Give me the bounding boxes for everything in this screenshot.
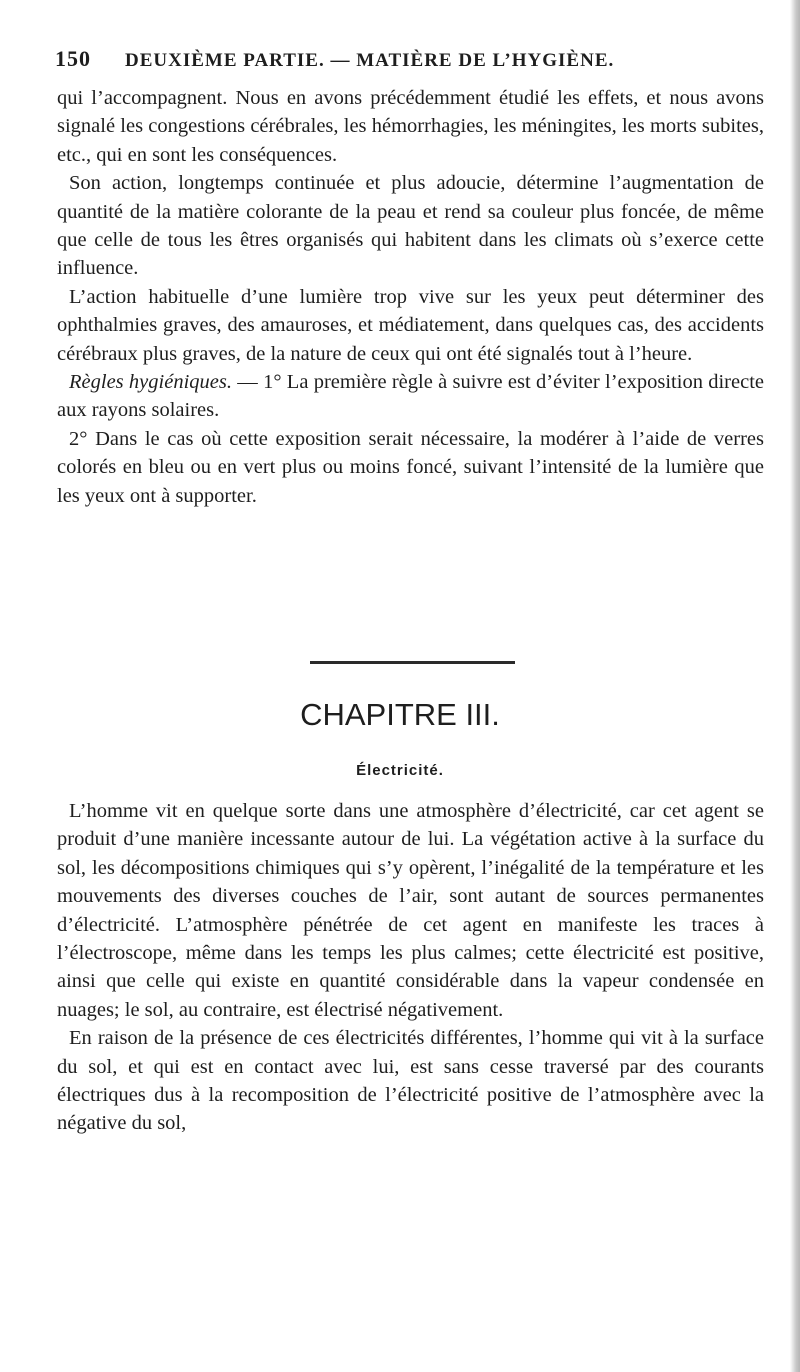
paragraph: L’homme vit en quelque sorte dans une atmosphère d’électricité, car cet agent se produit d’une manière incessante autour de lui. La végétation active à la surface du sol, les décompositions chimiques qui s’y opèrent, l’inégalité de la température et les mouvements des diverses couches de l’air, sont autant de sources permanentes d’électricité. L’atmosphère pénétrée de cet agent en manifeste les traces à l’électroscope, même dans les temps les plus calmes; cette électricité est positive, ainsi que celle qui existe en quantité considérable dans la vapeur condensée en nuages; le sol, au contraire, est électrisé négativement. <box>57 800 764 1021</box>
section-electricite <box>57 797 764 1138</box>
paragraph: L’action habituelle d’une lumière trop vive sur les yeux peut déterminer des ophthalmies graves, des amauroses, et médiatement, dans quelques cas, des accidents cérébraux plus graves, de la nature de ceux qui ont été signalés tout à l’heure. <box>57 285 764 365</box>
rules-text: — 1° La première règle à suivre est d’éviter l’exposition directe aux rayons solaires. <box>57 371 764 422</box>
paragraph: Son action, longtemps continuée et plus adoucie, détermine l’augmentation de quantité de la matière colorante de la peau et rend sa couleur plus foncée, de même que celle de tous les êtres organisés qui habitent dans les climats où s’exerce cette influence. <box>57 172 764 280</box>
page-number: 150 <box>55 46 91 71</box>
chapter-title: CHAPITRE III. <box>300 697 500 732</box>
paragraph: qui l’accompagnent. Nous en avons précédemment étudié les effets, et nous avons signalé les congestions cérébrales, les hémorrhagies, les méningites, les morts subites, etc., qui en sont les conséquences. <box>57 87 764 166</box>
paragraph: 2° Dans le cas où cette exposition serait nécessaire, la modérer à l’aide de verres colorés en bleu ou en vert plus ou moins foncé, suivant l’intensité de la lumière que les yeux ont à supporter. <box>57 427 764 507</box>
running-header <box>55 46 755 72</box>
section-lumiere <box>57 84 764 510</box>
page-edge-shadow <box>790 0 800 1372</box>
rules-paragraph <box>57 368 764 425</box>
running-title: DEUXIÈME PARTIE. — MATIÈRE DE L’HYGIÈNE. <box>125 50 615 71</box>
section-divider <box>310 661 515 664</box>
paragraph: En raison de la présence de ces électricités différentes, l’homme qui vit à la surface du sol, et qui est en contact avec lui, est sans cesse traversé par des courants électriques dus à la recomposition de l’électricité positive de l’atmosphère avec la négative du sol, <box>57 1027 764 1135</box>
chapter-subtitle: Électricité. <box>356 762 444 779</box>
rules-label: Règles hygiéniques. <box>69 371 232 394</box>
